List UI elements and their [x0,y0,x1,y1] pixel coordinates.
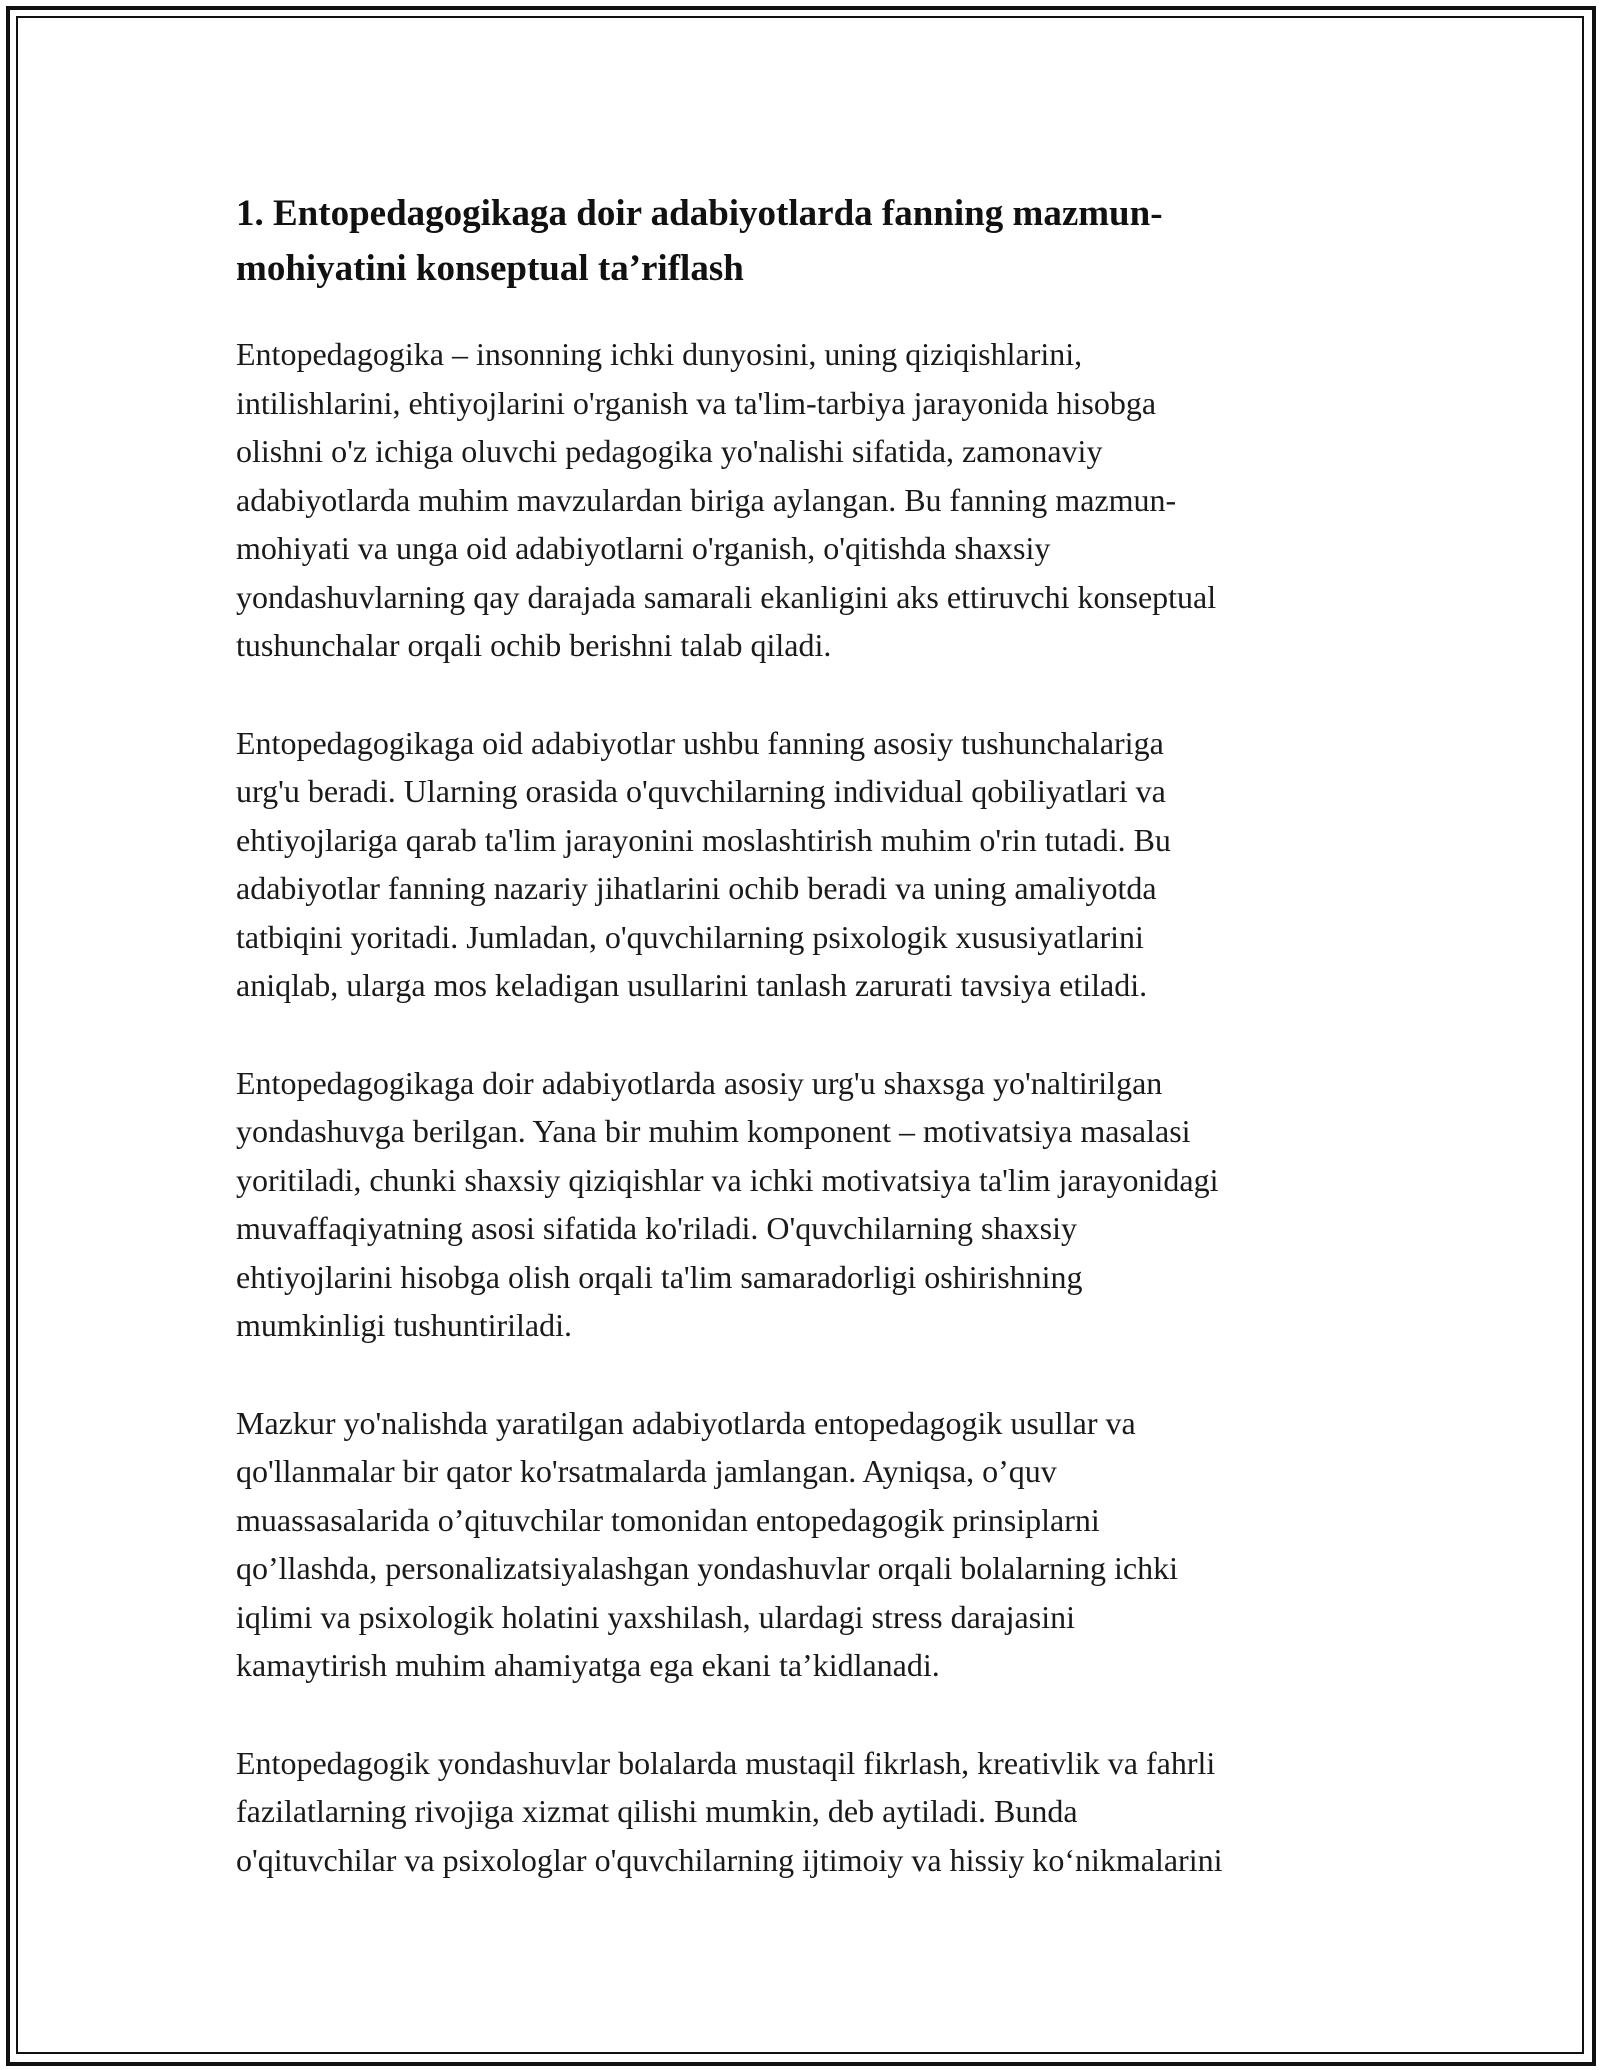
text-line: fazilatlarning rivojiga xizmat qilishi mumkin, deb aytiladi. Bunda [236,1793,1078,1829]
text-line: tatbiqini yoritadi. Jumladan, o'quvchilarning psixologik xususiyatlarini [236,918,1144,955]
title-line: 1. Entopedagogikaga doir adabiyotlarda fanning mazmun- [236,193,1163,234]
text-line: ehtiyojlariga qarab ta'lim jarayonini moslashtirish muhim o'rin tutadi. Bu [236,821,1171,858]
text-line: qo'llanmalar bir qator ko'rsatmalarda jamlangan. Ayniqsa, o’quv [236,1453,1057,1489]
paragraph [236,1059,1366,1350]
text-line: urg'u beradi. Ularning orasida o'quvchilarning individual qobiliyatlari va [236,773,1166,809]
text-line: Entopedagogikaga doir adabiyotlarda asosiy urg'u shaxsga yo'naltirilgan [236,1064,1163,1101]
paragraph [236,719,1366,1010]
document-body [236,186,1366,1933]
text-line: Mazkur yo'nalishda yaratilgan adabiyotlarda entopedagogik usullar va [236,1404,1136,1441]
text-line: mumkinligi tushuntiriladi. [236,1307,572,1343]
text-line: ehtiyojlarini hisobga olish orqali ta'lim samaradorligi oshirishning [236,1258,1083,1295]
text-line: muvaffaqiyatning asosi sifatida ko'riladi. O'quvchilarning shaxsiy [236,1210,1077,1246]
text-line: tushunchalar orqali ochib berishni talab qiladi. [236,627,832,663]
text-line: aniqlab, ularga mos keladigan usullarini tanlash zarurati tavsiya etiladi. [236,967,1148,1003]
text-line: qo’llashda, personalizatsiyalashgan yondashuvlar orqali bolalarning ichki [236,1550,1178,1586]
text-line: yondashuvga berilgan. Yana bir muhim komponent – motivatsiya masalasi [236,1113,1191,1149]
paragraph [236,330,1366,670]
text-line: intilishlarini, ehtiyojlarini o'rganish va ta'lim-tarbiya jarayonida hisobga [236,384,1157,421]
title-line: mohiyatini konseptual ta’riflash [236,248,744,289]
text-line: iqlimi va psixologik holatini yaxshilash, ulardagi stress darajasini [236,1598,1075,1635]
text-line: muassasalarida o’qituvchilar tomonidan entopedagogik prinsiplarni [236,1501,1100,1538]
text-line: adabiyotlarda muhim mavzulardan biriga aylangan. Bu fanning mazmun- [236,481,1177,518]
text-line: Entopedagogika – insonning ichki dunyosini, uning qiziqishlarini, [236,336,1083,372]
text-line: yoritiladi, chunki shaxsiy qiziqishlar va ichki motivatsiya ta'lim jarayonidagi [236,1161,1219,1198]
paragraph [236,1739,1366,1885]
text-line: adabiyotlar fanning nazariy jihatlarini ochib beradi va uning amaliyotda [236,870,1157,906]
text-line: kamaytirish muhim ahamiyatga ega ekani ta’kidlanadi. [236,1647,940,1683]
text-line: o'qituvchilar va psixologlar o'quvchilarning ijtimoiy va hissiy ko‘nikmalarini [236,1841,1223,1878]
text-line: Entopedagogikaga oid adabiyotlar ushbu fanning asosiy tushunchalariga [236,724,1164,761]
paragraph [236,1399,1366,1690]
text-line: olishni o'z ichiga oluvchi pedagogika yo'nalishi sifatida, zamonaviy [236,433,1103,469]
text-line: Entopedagogik yondashuvlar bolalarda mustaqil fikrlash, kreativlik va fahrli [236,1744,1216,1781]
text-line: mohiyati va unga oid adabiyotlarni o'rganish, o'qitishda shaxsiy [236,530,1051,566]
section-title [236,186,1366,296]
text-line: yondashuvlarning qay darajada samarali ekanligini aks ettiruvchi konseptual [236,578,1217,615]
